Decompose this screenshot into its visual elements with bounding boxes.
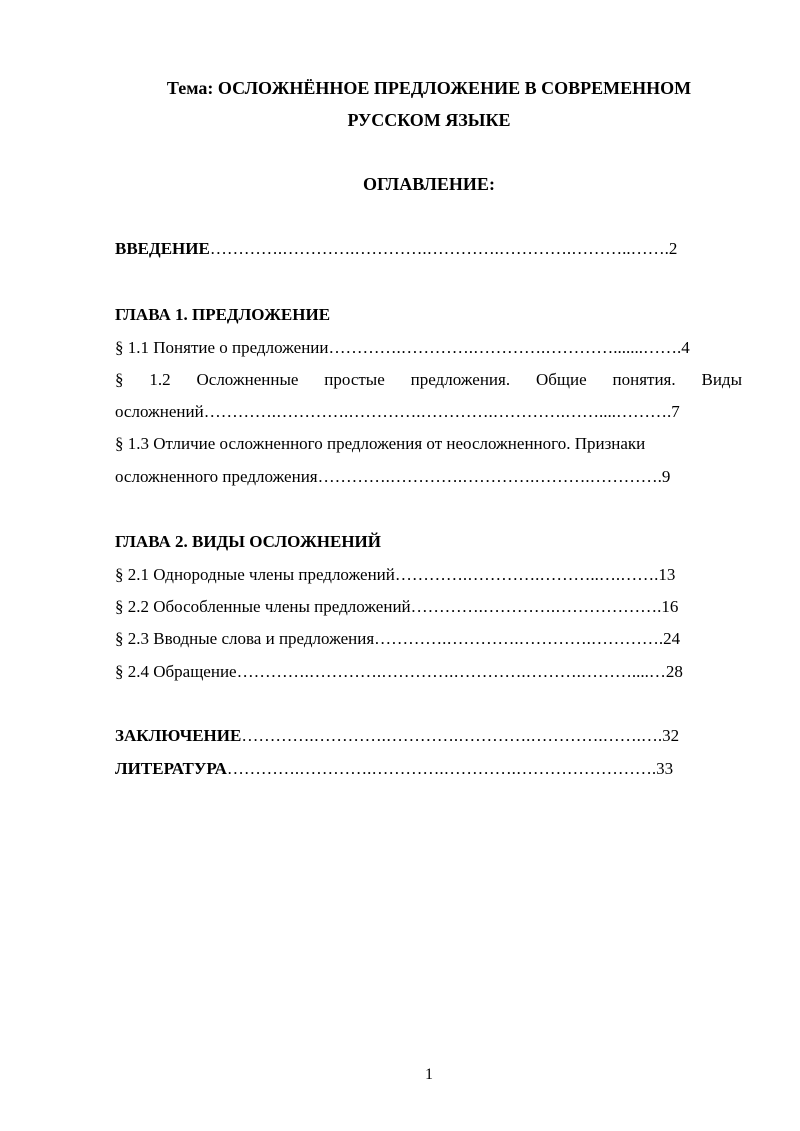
toc-entry-1-3-line2 <box>115 466 742 488</box>
toc-intro-title: ВВЕДЕНИЕ <box>115 239 210 258</box>
toc-heading: ОГЛАВЛЕНИЕ: <box>363 174 495 194</box>
toc-entry-1-2-line2 <box>115 401 742 423</box>
toc-1-3-page: 9 <box>661 467 671 486</box>
toc-conclusion-title: ЗАКЛЮЧЕНИЕ <box>115 726 242 745</box>
toc-literature-title: ЛИТЕРАТУРА <box>115 759 227 778</box>
toc-intro-leader: ………….………….………….………….………….………..……. <box>209 239 669 258</box>
toc-2-2-text: § 2.2 Обособленные члены предложений <box>115 597 411 616</box>
toc-intro-page: 2 <box>668 239 678 258</box>
toc-1-3-leader: ………….………….………….……….…………. <box>317 467 662 486</box>
toc-conclusion-page: 32 <box>662 726 680 745</box>
toc-entry-1-1 <box>115 337 742 359</box>
document-title <box>60 72 798 136</box>
toc-entry-2-1 <box>115 564 742 586</box>
toc-2-3-text: § 2.3 Вводные слова и предложения <box>115 629 375 648</box>
toc-entry-conclusion <box>115 725 742 747</box>
toc-1-2-text: осложнений <box>115 402 204 421</box>
toc-literature-leader: ………….………….………….………….……………………. <box>226 759 657 778</box>
toc-chapter1-title: ГЛАВА 1. ПРЕДЛОЖЕНИЕ <box>115 305 331 324</box>
toc-2-3-page: 24 <box>663 629 681 648</box>
toc-2-1-page: 13 <box>658 565 676 584</box>
toc-entry-2-2 <box>115 596 742 618</box>
toc-1-2-leader: ………….………….………….………….………….……....………. <box>203 402 672 421</box>
toc-literature-page: 33 <box>656 759 674 778</box>
toc-2-3-leader: ………….………….………….…………. <box>374 629 664 648</box>
toc-2-2-leader: ………….………….………………. <box>410 597 662 616</box>
toc-2-4-leader: ………….………….………….………….……….………....… <box>236 662 666 681</box>
toc-entry-2-4 <box>115 661 742 683</box>
toc-2-1-text: § 2.1 Однородные члены предложений <box>115 565 395 584</box>
toc-entry-intro <box>115 238 742 260</box>
toc-1-2-page: 7 <box>671 402 680 421</box>
toc-1-3-text: осложненного предложения <box>115 467 318 486</box>
toc-1-1-leader: ………….………….………….………….......……. <box>328 338 682 357</box>
toc-entry-1-2-line1: § 1.2 Осложненные простые предложения. Общие понятия. Виды <box>115 370 742 389</box>
toc-chapter2-title: ГЛАВА 2. ВИДЫ ОСЛОЖНЕНИЙ <box>115 532 381 551</box>
title-line-1: Тема: ОСЛОЖНЁННОЕ ПРЕДЛОЖЕНИЕ В СОВРЕМЕННОМ <box>166 78 692 98</box>
toc-conclusion-leader: ………….………….………….………….………….…….…. <box>241 726 663 745</box>
page-number: 1 <box>425 1066 433 1083</box>
toc-2-4-text: § 2.4 Обращение <box>115 662 237 681</box>
toc-2-1-leader: ………….………….………..….……. <box>394 565 659 584</box>
title-line-2: РУССКОМ ЯЗЫКЕ <box>347 110 511 130</box>
toc-entry-2-3 <box>115 628 742 650</box>
toc-2-2-page: 16 <box>661 597 679 616</box>
toc-entry-literature <box>115 758 742 780</box>
toc-entry-1-3-line1: § 1.3 Отличие осложненного предложения от неосложненного. Признаки <box>115 434 646 453</box>
toc-1-1-page: 4 <box>681 338 690 357</box>
toc-2-4-page: 28 <box>665 662 683 681</box>
toc-1-1-text: § 1.1 Понятие о предложении <box>115 338 329 357</box>
